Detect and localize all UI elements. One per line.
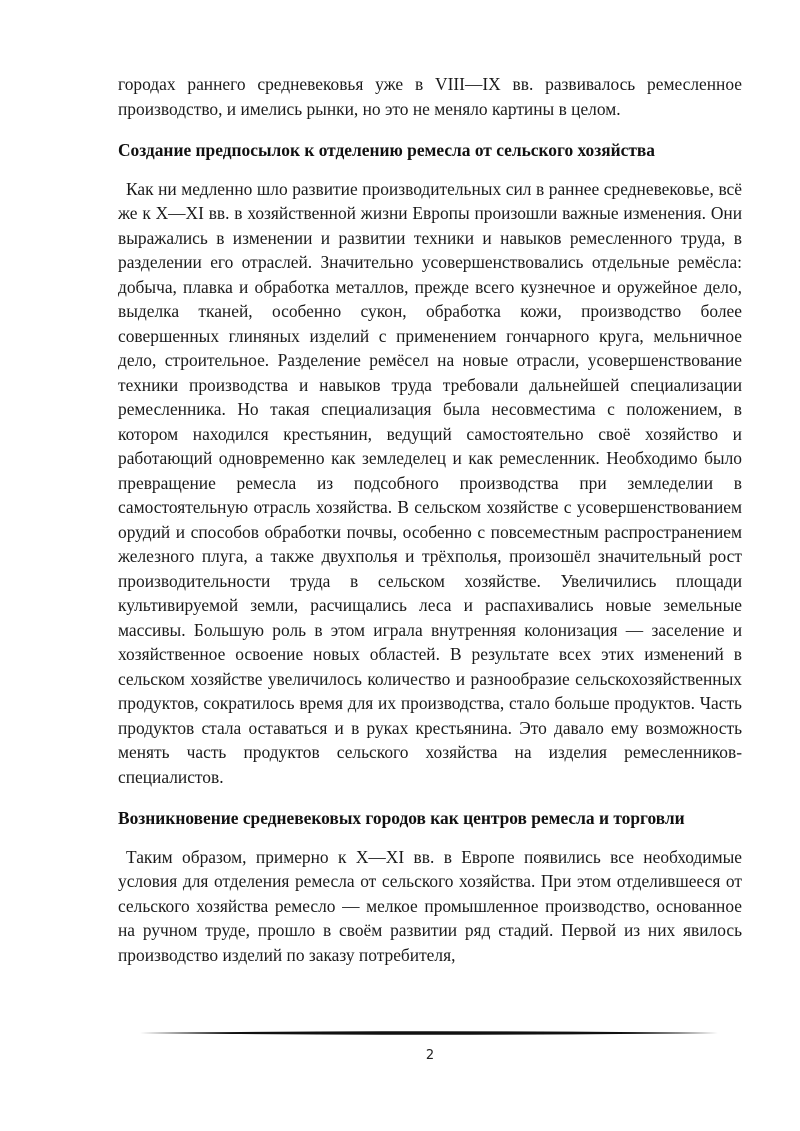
page-number: 2 <box>425 1048 435 1063</box>
footer-divider <box>140 1028 718 1038</box>
paragraph-prerequisites: Как ни медленно шло развитие производительных сил в раннее средневековье, всё же к X—XI вв. в хозяйственной жизни Европы произошли важные изменения. Они выражались в изменении и развитии техники и навыков ремесленного труда, в разделении его отраслей. Значительно усовершенствовались отдельные ремёсла: добыча, плавка и обработка металлов, прежде всего кузнечное и оружейное дело, выделка тканей, особенно сукон, обработка кожи, производство более совершенных глиняных изделий с применением гончарного круга, мельничное дело, строительное. Разделение ремёсел на новые отрасли, усовершенствование техники производства и навыков труда требовали дальнейшей специализации ремесленника. Но такая специализация была несовместима с положением, в котором находился крестьянин, ведущий самостоятельно своё хозяйство и работающий одновременно как земледелец и как ремесленник. Необходимо было превращение ремесла из подсобного производства при земледелии в самостоятельную отрасль хозяйства. В сельском хозяйстве с усовершенствованием орудий и способов обработки почвы, особенно с повсеместным распространением железного плуга, а также двухполья и трёхполья, произошёл значительный рост производительности труда в сельском хозяйстве. Увеличились площади культивируемой земли, расчищались леса и распахивались новые земельные массивы. Большую роль в этом играла внутренняя колонизация — заселение и хозяйственное освоение новых областей. В результате всех этих изменений в сельском хозяйстве увеличилось количество и разнообразие сельскохозяйственных продуктов, сократилось время для их производства, стало больше продуктов. Часть продуктов стала оставаться и в руках крестьянина. Это давало ему возможность менять часть продуктов сельского хозяйства на изделия ремесленников-специалистов. <box>118 178 742 787</box>
paragraph-cities: Таким образом, примерно к X—XI вв. в Европе появились все необходимые условия для отделения ремесла от сельского хозяйства. При этом отделившееся от сельского хозяйства ремесло — мелкое промышленное производство, основанное на ручном труде, прошло в своём развитии ряд стадий. Первой из них явилось производство изделий по заказу потребителя, <box>118 846 742 965</box>
section-heading-prerequisites: Создание предпосылок к отделению ремесла от сельского хозяйства <box>118 140 656 160</box>
paragraph-continued: городах раннего средневековья уже в VIII—IX вв. развивалось ремесленное производство, и имелись рынки, но это не меняло картины в целом. <box>118 74 742 119</box>
section-heading-cities: Возникновение средневековых городов как центров ремесла и торговли <box>118 808 685 828</box>
document-body <box>118 72 742 967</box>
